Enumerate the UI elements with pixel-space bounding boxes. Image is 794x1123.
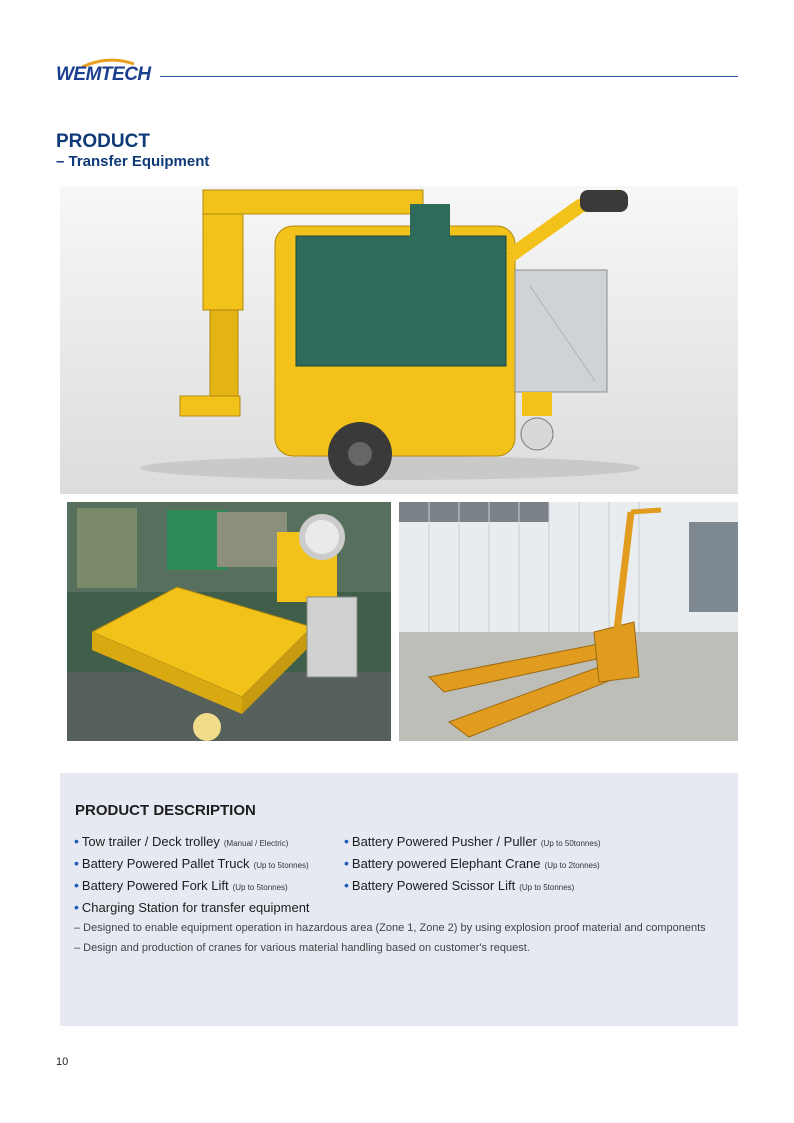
- item-label: Battery Powered Fork Lift: [81, 878, 229, 893]
- bullet-icon: •: [74, 899, 79, 915]
- list-item: [74, 855, 310, 877]
- list-item: [74, 899, 310, 921]
- wemtech-logo: [56, 58, 156, 86]
- page-number: 10: [56, 1056, 69, 1068]
- product-description-heading: PRODUCT DESCRIPTION: [75, 802, 256, 819]
- item-label: Battery Powered Pallet Truck: [81, 856, 250, 871]
- bullet-icon: •: [74, 833, 79, 849]
- product-list-right: [344, 833, 600, 899]
- deck-trolley-photo: [67, 502, 391, 741]
- item-label: Charging Station for transfer equipment: [81, 900, 310, 915]
- bullet-icon: •: [344, 877, 349, 893]
- pallet-truck-photo: [399, 502, 738, 741]
- item-label: Battery powered Elephant Crane: [351, 856, 541, 871]
- bullet-icon: •: [344, 833, 349, 849]
- item-note: (Manual / Electric): [223, 839, 289, 848]
- logo-text: WEMTECH: [56, 64, 151, 85]
- page-title: PRODUCT: [56, 131, 150, 152]
- list-item: [74, 833, 310, 855]
- item-note: (Up to 5tonnes): [253, 861, 309, 870]
- bullet-icon: •: [74, 855, 79, 871]
- list-item: [74, 877, 310, 899]
- item-label: Tow trailer / Deck trolley: [81, 834, 220, 849]
- header-rule: [160, 76, 738, 77]
- list-item: [344, 855, 600, 877]
- product-list-left: [74, 833, 310, 921]
- list-item: [344, 877, 600, 899]
- item-note: (Up to 50tonnes): [540, 839, 601, 848]
- bullet-icon: •: [74, 877, 79, 893]
- remark-hazardous-area: – Designed to enable equipment operation in hazardous area (Zone 1, Zone 2) by using explosion proof material and components: [74, 922, 706, 934]
- item-note: (Up to 5tonnes): [232, 883, 288, 892]
- product-description-panel: [60, 773, 738, 1026]
- remark-custom-cranes: – Design and production of cranes for various material handling based on customer's request.: [74, 942, 530, 954]
- remarks: [74, 922, 706, 962]
- item-note: (Up to 2tonnes): [544, 861, 600, 870]
- item-note: (Up to 5tonnes): [519, 883, 575, 892]
- bullet-icon: •: [344, 855, 349, 871]
- item-label: Battery Powered Pusher / Puller: [351, 834, 537, 849]
- elephant-crane-photo: [60, 186, 738, 494]
- page-subtitle: – Transfer Equipment: [56, 153, 210, 170]
- item-label: Battery Powered Scissor Lift: [351, 878, 516, 893]
- list-item: [344, 833, 600, 855]
